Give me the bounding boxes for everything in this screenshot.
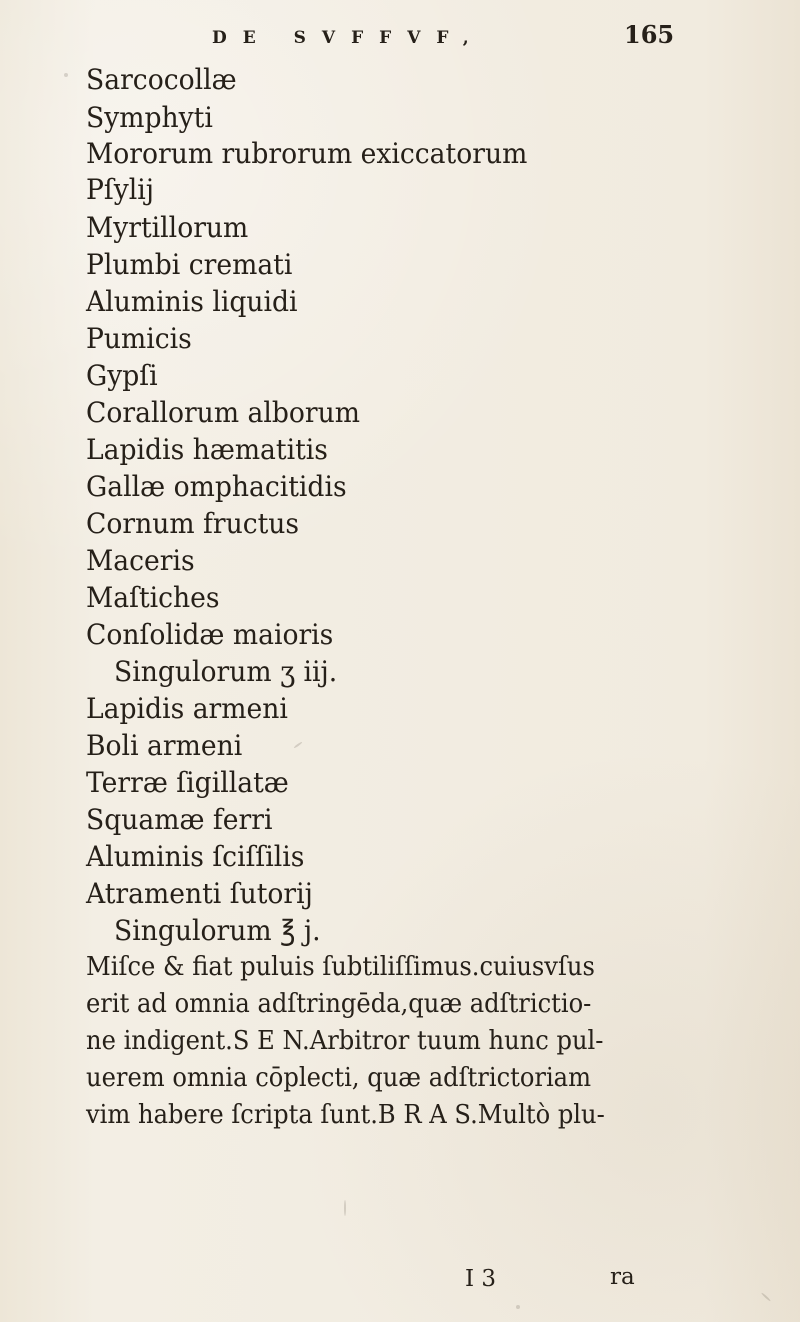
text-line: Terræ ſigillatæ	[86, 766, 289, 799]
text-line: Corallorum alborum	[86, 396, 360, 429]
text-line: Symphyti	[86, 101, 213, 134]
text-line: Sarcocollæ	[86, 63, 237, 96]
ink-speck	[344, 1200, 346, 1216]
ink-speck	[293, 741, 302, 748]
text-line: Miſce & fiat puluis ſubtiliſſimus.cuiusvſus	[86, 952, 595, 982]
text-line: Squamæ ferri	[86, 803, 273, 836]
text-line: Conſolidæ maioris	[86, 618, 334, 651]
text-line: vim habere ſcripta ſunt.B R A S.Multò plu-	[86, 1100, 605, 1130]
text-line: Atramenti ſutorij	[86, 877, 313, 910]
text-line: Maceris	[86, 544, 195, 577]
text-line: Pumicis	[86, 322, 192, 355]
text-line: Aluminis ſciſſilis	[86, 840, 305, 873]
text-line: Pſylij	[86, 173, 155, 206]
text-line: Aluminis liquidi	[86, 285, 298, 318]
text-line: Singulorum ℥ j.	[114, 914, 321, 947]
ink-speck	[516, 1305, 520, 1309]
text-line: Maſtiches	[86, 581, 220, 614]
text-line: Gypſi	[86, 359, 158, 392]
text-line: ne indigent.S E N.Arbitror tuum hunc pul-	[86, 1026, 604, 1056]
running-head: DE SVFFVF,	[212, 28, 485, 48]
ink-speck	[761, 1292, 771, 1302]
text-line: Plumbi cremati	[86, 248, 293, 281]
text-line: Lapidis hæmatitis	[86, 433, 328, 466]
ink-speck	[64, 73, 68, 77]
text-line: Cornum fructus	[86, 507, 300, 540]
text-line: Gallæ omphacitidis	[86, 470, 347, 503]
text-line: Myrtillorum	[86, 211, 249, 244]
text-line: uerem omnia cōplecti, quæ adſtrictoriam	[86, 1063, 592, 1093]
text-line: Mororum rubrorum exiccatorum	[86, 137, 528, 170]
text-line: Lapidis armeni	[86, 692, 288, 725]
text-line: Boli armeni	[86, 729, 243, 762]
catchword: ra	[610, 1264, 635, 1290]
text-line: Singulorum ʒ iij.	[114, 655, 338, 688]
page-number: 165	[624, 20, 675, 49]
text-line: erit ad omnia adſtringēda,quæ adſtrictio-	[86, 989, 592, 1019]
signature-mark: I 3	[465, 1266, 497, 1292]
